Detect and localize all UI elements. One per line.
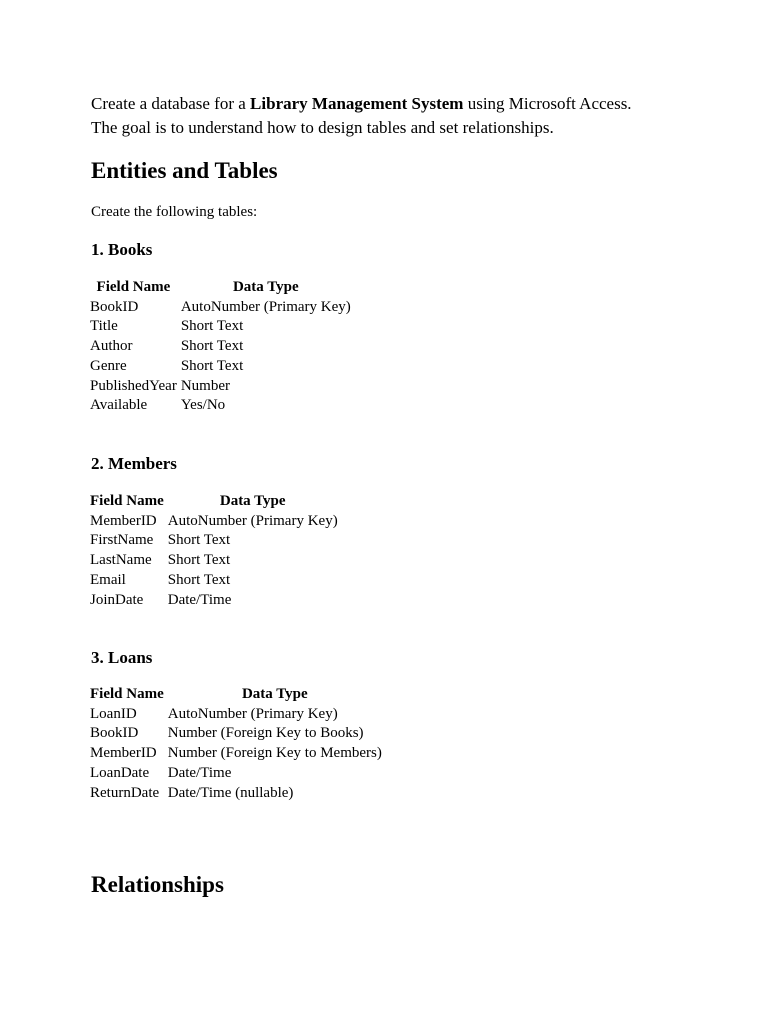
table-row [88,705,384,725]
table-row [88,551,340,571]
data-type-cell: AutoNumber (Primary Key) [167,512,338,529]
table-row [88,317,353,337]
field-name-cell: FirstName [90,532,154,549]
relationships-heading: Relationships [91,872,224,897]
table-row [88,531,340,551]
table-header-row [88,685,384,705]
field-name-cell: MemberID [90,512,157,529]
field-name-cell: LastName [90,552,152,569]
data-type-cell: Short Text [167,571,231,588]
entities-text: Create the following tables: [91,204,258,220]
field-name-cell: ReturnDate [90,784,160,801]
data-type-cell: Date/Time [167,764,232,781]
intro-line-1 [91,92,632,116]
data-type-cell: AutoNumber (Primary Key) [167,705,338,722]
data-type-cell: Number (Foreign Key to Books) [167,725,364,742]
column-header-data-type: Data Type [219,493,286,509]
table-row [88,764,384,784]
data-type-cell: Short Text [180,338,244,355]
loans-table [88,685,384,803]
field-name-cell: LoanID [90,705,137,722]
table-row [88,396,353,416]
table-row [88,724,384,744]
field-name-cell: BookID [90,725,139,742]
table-row [88,571,340,591]
data-type-cell: Number (Foreign Key to Members) [167,745,382,762]
entities-heading: Entities and Tables [91,158,278,183]
table-row [88,784,384,804]
column-header-field-name: Field Name [90,686,164,702]
data-type-cell: Short Text [180,357,244,374]
intro-text-pre: Create a database for a [91,94,251,113]
table-header-row [88,278,353,298]
table-header-row [88,492,340,512]
field-name-cell: JoinDate [90,591,144,608]
table-row [88,512,340,532]
data-type-cell: Short Text [167,532,231,549]
table-row [88,357,353,377]
field-name-cell: Email [90,571,126,588]
field-name-cell: Author [90,338,133,355]
members-heading: 2. Members [91,454,177,473]
column-header-data-type: Data Type [232,279,299,295]
data-type-cell: AutoNumber (Primary Key) [180,298,351,315]
field-name-cell: BookID [90,298,139,315]
intro-paragraph [91,92,632,140]
field-name-cell: Available [90,397,148,414]
data-type-cell: Yes/No [180,397,226,414]
column-header-data-type: Data Type [241,686,308,702]
data-type-cell: Number [180,377,230,394]
members-table [88,492,340,610]
data-type-cell: Date/Time (nullable) [167,784,294,801]
data-type-cell: Short Text [180,318,244,335]
intro-text-bold: Library Management System [250,94,464,113]
loans-heading: 3. Loans [91,648,153,667]
table-row [88,591,340,611]
intro-line-2: The goal is to understand how to design tables and set relationships. [91,118,554,137]
table-row [88,377,353,397]
field-name-cell: Title [90,318,118,335]
data-type-cell: Date/Time [167,591,232,608]
data-type-cell: Short Text [167,552,231,569]
intro-text-post: using Microsoft Access. [463,94,632,113]
column-header-field-name: Field Name [96,279,171,295]
column-header-field-name: Field Name [90,493,164,509]
books-heading: 1. Books [91,240,153,259]
table-row [88,744,384,764]
books-table [88,278,353,416]
field-name-cell: Genre [90,357,127,374]
field-name-cell: MemberID [90,745,157,762]
field-name-cell: PublishedYear [90,377,177,394]
table-row [88,337,353,357]
table-row [88,298,353,318]
field-name-cell: LoanDate [90,764,150,781]
